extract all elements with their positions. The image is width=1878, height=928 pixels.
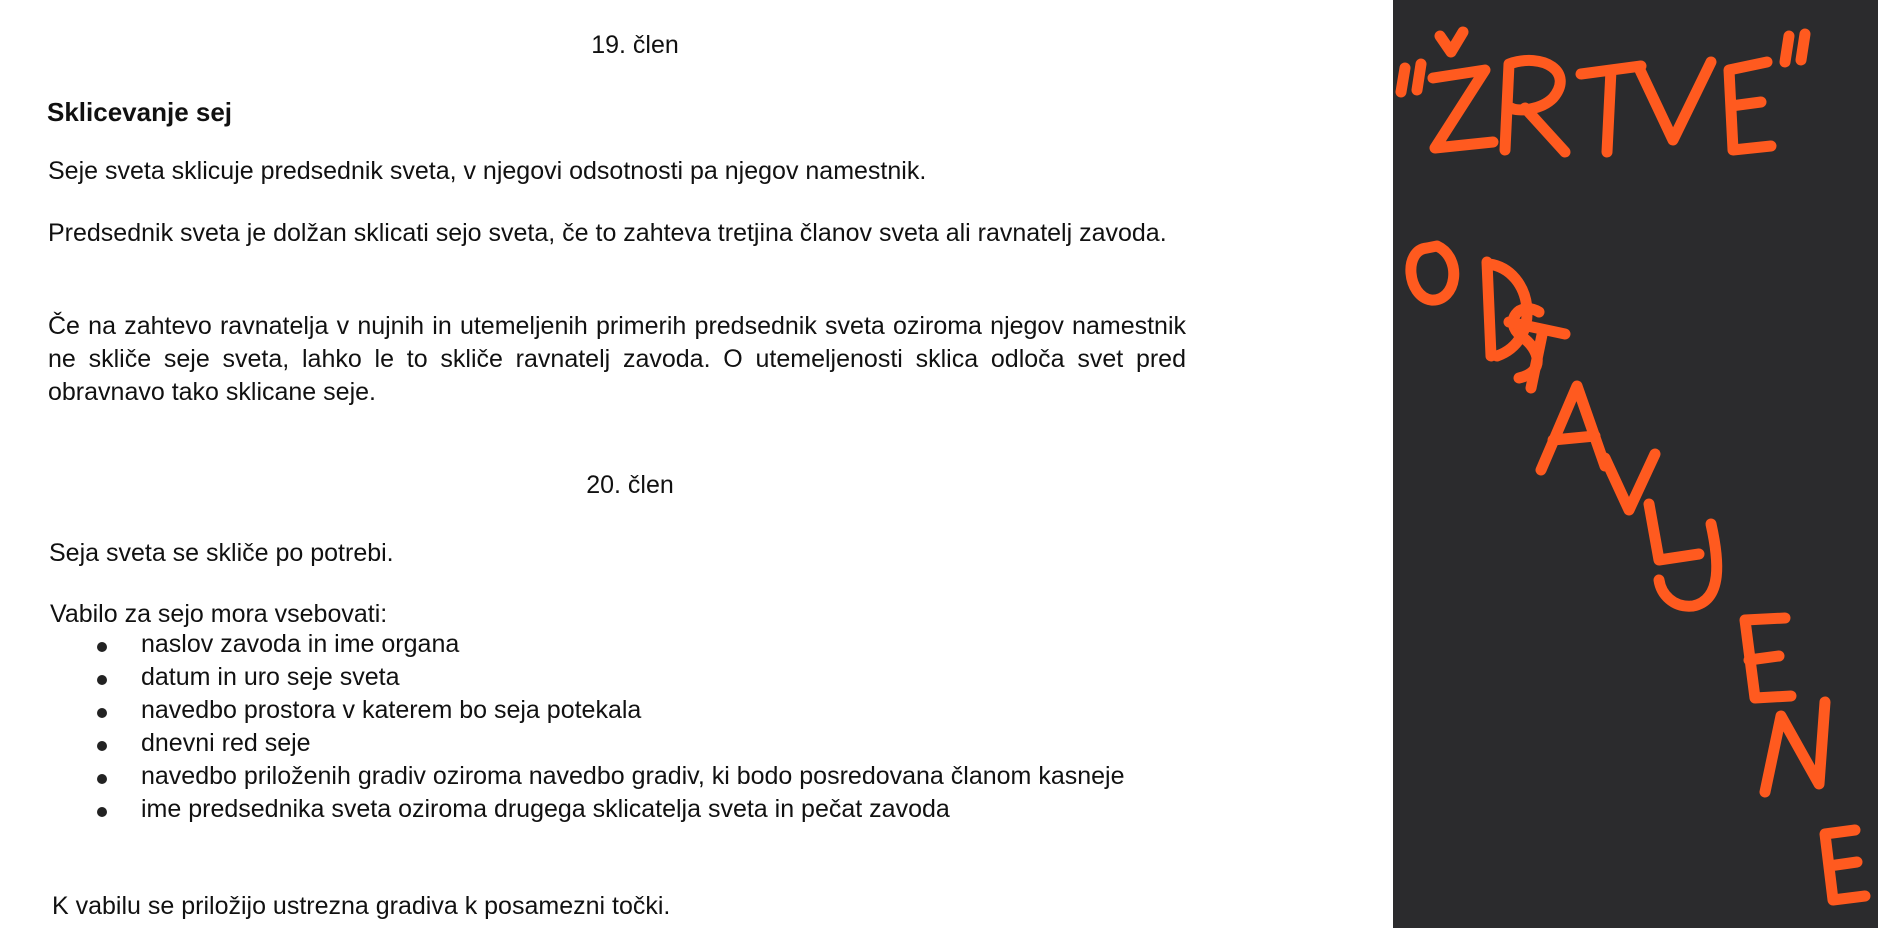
article-20-paragraph-2: Vabilo za sejo mora vsebovati: [50, 600, 388, 628]
bullet-icon [97, 642, 107, 652]
bullet-icon [97, 774, 107, 784]
bullet-icon [97, 708, 107, 718]
article-19-paragraph-3: Če na zahtevo ravnatelja v nujnih in utemeljenih primerih predsednik sveta oziroma njegov namestnik ne skliče seje sveta, lahko le to skliče ravnatelj zavoda. O utemeljenosti sklica odloča svet pred obravnavo tako sklicane seje. [48, 312, 1186, 406]
list-item: navedbo prostora v katerem bo seja potekala [91, 694, 1191, 727]
quote-mark-right [1785, 34, 1805, 62]
article-19-number: 19. člen [591, 31, 679, 59]
article-20-paragraph-1: Seja sveta se skliče po potrebi. [49, 539, 394, 567]
article-20-number: 20. člen [586, 471, 674, 499]
letter-o [1411, 246, 1454, 300]
bullet-icon [97, 807, 107, 817]
letter-t [1581, 66, 1641, 152]
list-item: naslov zavoda in ime organa [91, 628, 1191, 661]
invitation-contents-list [91, 628, 1191, 826]
article-19-paragraph-1: Seje sveta sklicuje predsednik sveta, v njegovi odsotnosti pa njegov namestnik. [48, 157, 927, 185]
handwritten-annotation [1393, 0, 1878, 928]
article-20-closing: K vabilu se priložijo ustrezna gradiva k posamezni točki. [52, 892, 671, 920]
letter-e-2 [1745, 618, 1791, 698]
annotation-word-odstavljene [1411, 246, 1865, 900]
letter-a [1541, 386, 1605, 470]
bullet-icon [97, 741, 107, 751]
annotation-word-zrtve [1401, 32, 1805, 152]
letter-z-caron [1433, 32, 1493, 148]
article-19-heading: Sklicevanje sej [47, 97, 233, 127]
handwritten-annotation-panel [1393, 0, 1878, 928]
letter-j [1659, 524, 1717, 606]
bullet-icon [97, 675, 107, 685]
letter-r [1505, 60, 1565, 152]
letter-e [1729, 62, 1771, 150]
letter-l [1649, 504, 1699, 560]
list-item: ime predsednika sveta oziroma drugega sklicatelja sveta in pečat zavoda [91, 793, 1191, 826]
list-item: navedbo priloženih gradiv oziroma navedbo gradiv, ki bodo posredovana članom kasneje [91, 760, 1191, 793]
letter-e-3 [1825, 830, 1865, 900]
quote-mark-left [1401, 64, 1421, 92]
article-19-paragraph-2: Predsednik sveta je dolžan sklicati sejo sveta, če to zahteva tretjina članov sveta ali ravnatelj zavoda. [48, 219, 1167, 247]
list-item: dnevni red seje [91, 727, 1191, 760]
list-item: datum in uro seje sveta [91, 661, 1191, 694]
letter-n [1765, 702, 1825, 792]
letter-v [1639, 62, 1711, 140]
